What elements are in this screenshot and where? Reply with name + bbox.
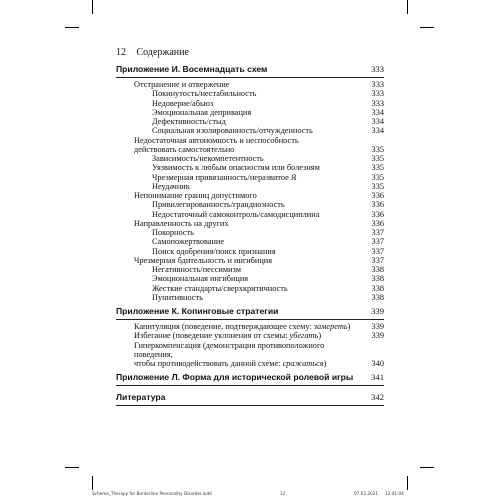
toc-page-number: 335 <box>371 181 384 191</box>
toc-entry-title <box>152 247 362 256</box>
section-rule <box>116 319 384 320</box>
toc-page-number: 334 <box>371 107 384 117</box>
toc-entry-line: Недостаточная автономность и неспособность <box>134 135 299 145</box>
print-slug-page: 12 <box>280 491 286 496</box>
toc-entry-title <box>152 163 362 172</box>
toc-entry-title <box>134 331 362 340</box>
section-rule <box>116 385 384 386</box>
toc-page-number: 336 <box>371 191 384 200</box>
print-slug-time: 12:41:04 <box>385 491 404 496</box>
toc-page-number: 337 <box>371 228 384 237</box>
toc-section-heading[interactable] <box>116 372 384 383</box>
toc-entry[interactable] <box>116 108 384 117</box>
toc-entry[interactable] <box>116 182 384 191</box>
toc-entry-text: Покинутость/нестабильность <box>152 89 257 99</box>
toc-entry[interactable] <box>116 99 384 108</box>
toc-page-number: 340 <box>371 359 384 368</box>
toc-page-number: 336 <box>371 218 384 228</box>
toc-section-heading[interactable] <box>116 64 384 75</box>
crop-mark <box>65 27 79 28</box>
toc-entry-text: Уязвимость к любым опасностям или болезням <box>152 163 320 173</box>
toc-entry-title <box>152 154 362 163</box>
toc-page-number: 335 <box>371 172 384 182</box>
toc-entry-line: Гиперкомпенсация (демонстрация противоположного поведения, <box>134 340 325 359</box>
toc-section-title: Приложение Л. Форма для исторической ролевой игры <box>116 372 354 383</box>
toc-page-number: 337 <box>371 246 384 256</box>
toc-entry-title <box>152 237 362 246</box>
toc-entry-title <box>152 210 362 219</box>
toc-section-title: Приложение К. Копинговые стратегии <box>116 306 279 316</box>
toc-page-number: 338 <box>371 265 384 274</box>
toc-page-number: 338 <box>371 292 384 302</box>
toc-entry-line: действовать самостоятельно <box>134 144 235 154</box>
toc-page-number: 339 <box>371 331 384 341</box>
toc-entry[interactable] <box>116 322 384 331</box>
toc-page-number: 333 <box>371 98 384 108</box>
toc-entry-title <box>152 284 362 293</box>
toc-entry-emphasis: замереть <box>313 322 348 331</box>
toc-entry[interactable] <box>116 237 384 246</box>
toc-entry-title <box>152 228 362 237</box>
toc-entry-text: Эмоциональная депривация <box>152 107 252 117</box>
toc-section-heading[interactable] <box>116 306 384 317</box>
toc-entry-emphasis: убегать <box>289 331 319 341</box>
toc-entry-title <box>152 265 362 274</box>
toc-entry-title <box>134 80 362 89</box>
running-header <box>116 47 189 58</box>
section-rule <box>116 405 384 406</box>
toc-page-number: 333 <box>371 64 384 74</box>
toc-page-number: 337 <box>371 237 384 247</box>
toc-entry-text: Капитуляция (поведение, подтверждающее схему: <box>134 322 314 331</box>
toc-entry[interactable] <box>116 256 384 265</box>
toc-entry-text: Непонимание границ допустимого <box>134 191 257 200</box>
toc-entry-title <box>152 293 362 302</box>
toc-entry[interactable] <box>116 117 384 126</box>
toc-page-number: 337 <box>371 255 384 265</box>
toc-entry-title <box>134 322 362 331</box>
toc-page-number: 341 <box>371 372 384 383</box>
toc-entry[interactable] <box>116 228 384 237</box>
toc-entry-title <box>152 200 362 209</box>
toc-entry[interactable] <box>116 154 384 163</box>
toc-entry-text: Пунитивность <box>152 292 203 302</box>
print-slug-date: 07.02.2021 <box>354 491 378 496</box>
page-number: 12 <box>116 47 126 58</box>
toc-entry-tail: ) <box>318 331 322 341</box>
toc-entry-title <box>152 274 362 283</box>
toc-entry[interactable] <box>116 173 384 182</box>
toc-entry[interactable] <box>116 136 384 155</box>
toc-page-number: 338 <box>371 283 384 293</box>
toc-entry[interactable] <box>116 89 384 98</box>
toc-page-number: 336 <box>371 209 384 219</box>
toc-page-number: 339 <box>371 306 384 316</box>
toc-page-number: 335 <box>371 163 384 173</box>
toc-entry-title <box>134 191 362 200</box>
toc-entry-text: Отстранение и отвержение <box>134 80 230 89</box>
toc-page-number: 333 <box>371 89 384 99</box>
toc-entry-text: Избегание (поведение уклонения от схемы: <box>134 331 290 341</box>
crop-mark <box>92 0 93 14</box>
toc-entry[interactable] <box>116 191 384 200</box>
crop-mark <box>420 27 434 28</box>
crop-mark <box>65 467 79 468</box>
toc-entry-title <box>134 136 362 155</box>
toc-entry-text: Неудачник <box>152 181 190 191</box>
toc-entry[interactable] <box>116 126 384 135</box>
crop-mark <box>407 476 408 490</box>
section-rule <box>116 77 384 78</box>
table-of-contents <box>116 64 384 408</box>
toc-entry[interactable] <box>116 210 384 219</box>
toc-entry-text: Поиск одобрения/поиск признания <box>152 246 276 256</box>
toc-page-number: 334 <box>371 126 384 136</box>
toc-entry-text: Чрезмерная привязанность/неразвитое Я <box>152 172 297 182</box>
toc-entry-text: Эмоциональная ингибиция <box>152 274 249 284</box>
toc-entry[interactable] <box>116 293 384 302</box>
toc-entry-tail: ) <box>323 359 327 368</box>
toc-section-title: Литература <box>116 392 166 403</box>
toc-entry-title <box>152 89 362 98</box>
toc-entry-text: Негативность/пессимизм <box>152 265 241 274</box>
toc-entry-title <box>152 117 362 126</box>
toc-page-number: 342 <box>371 392 384 403</box>
toc-entry[interactable] <box>116 265 384 274</box>
toc-entry-title <box>134 341 362 369</box>
toc-entry-title <box>134 219 362 228</box>
toc-entry[interactable] <box>116 219 384 228</box>
toc-entry-text: Социальная изолированность/отчужденность <box>152 126 313 136</box>
toc-entry-text: Чрезмерная бдительность и ингибиция <box>134 255 273 265</box>
running-title: Содержание <box>136 47 189 58</box>
toc-entry[interactable] <box>116 163 384 172</box>
crop-mark <box>407 0 408 14</box>
toc-entry-text: Направленность на других <box>134 218 229 228</box>
toc-entry-text: Привилегированность/грандиозность <box>152 200 285 210</box>
toc-page-number: 339 <box>371 322 384 331</box>
toc-entry-title <box>152 108 362 117</box>
toc-entry-text: Дефективность/стыд <box>152 117 226 126</box>
toc-entry-text: Зависимость/некомпетентность <box>152 154 264 163</box>
toc-section-heading[interactable] <box>116 392 384 403</box>
toc-entry-text: Самопожертвование <box>152 237 225 247</box>
toc-entry[interactable] <box>116 200 384 209</box>
toc-entry[interactable] <box>116 284 384 293</box>
toc-page-number: 335 <box>371 154 384 163</box>
toc-entry-line: чтобы противодействовать данной схеме: <box>134 359 283 368</box>
toc-page-number: 334 <box>371 117 384 126</box>
toc-page-number: 333 <box>371 80 384 89</box>
toc-entry-title <box>152 173 362 182</box>
crop-mark <box>92 476 93 490</box>
toc-entry-text: Недоверие/абьюз <box>152 98 214 108</box>
toc-entry[interactable] <box>116 341 384 369</box>
toc-entry-emphasis: сражаться <box>282 359 324 368</box>
toc-page-number: 336 <box>371 200 384 210</box>
toc-entry-title <box>134 256 362 265</box>
toc-page-number: 335 <box>371 144 384 154</box>
toc-page-number: 338 <box>371 274 384 284</box>
toc-entry[interactable] <box>116 331 384 340</box>
print-slug-file: Schema_Therapy for Borderline Personality Disorder.indd <box>92 491 212 496</box>
toc-entry-title <box>152 182 362 191</box>
toc-entry[interactable] <box>116 247 384 256</box>
toc-entry-text: Жесткие стандарты/сверхкритичность <box>152 283 288 293</box>
toc-entry[interactable] <box>116 80 384 89</box>
toc-entry-text: Недостаточный самоконтроль/самодисциплина <box>152 209 320 219</box>
toc-entry-title <box>152 126 362 135</box>
toc-entry-title <box>152 99 362 108</box>
toc-entry-tail: ) <box>347 322 351 331</box>
toc-entry[interactable] <box>116 274 384 283</box>
toc-section-title: Приложение И. Восемнадцать схем <box>116 64 268 74</box>
toc-entry-text: Покорность <box>152 228 194 237</box>
crop-mark <box>420 467 434 468</box>
